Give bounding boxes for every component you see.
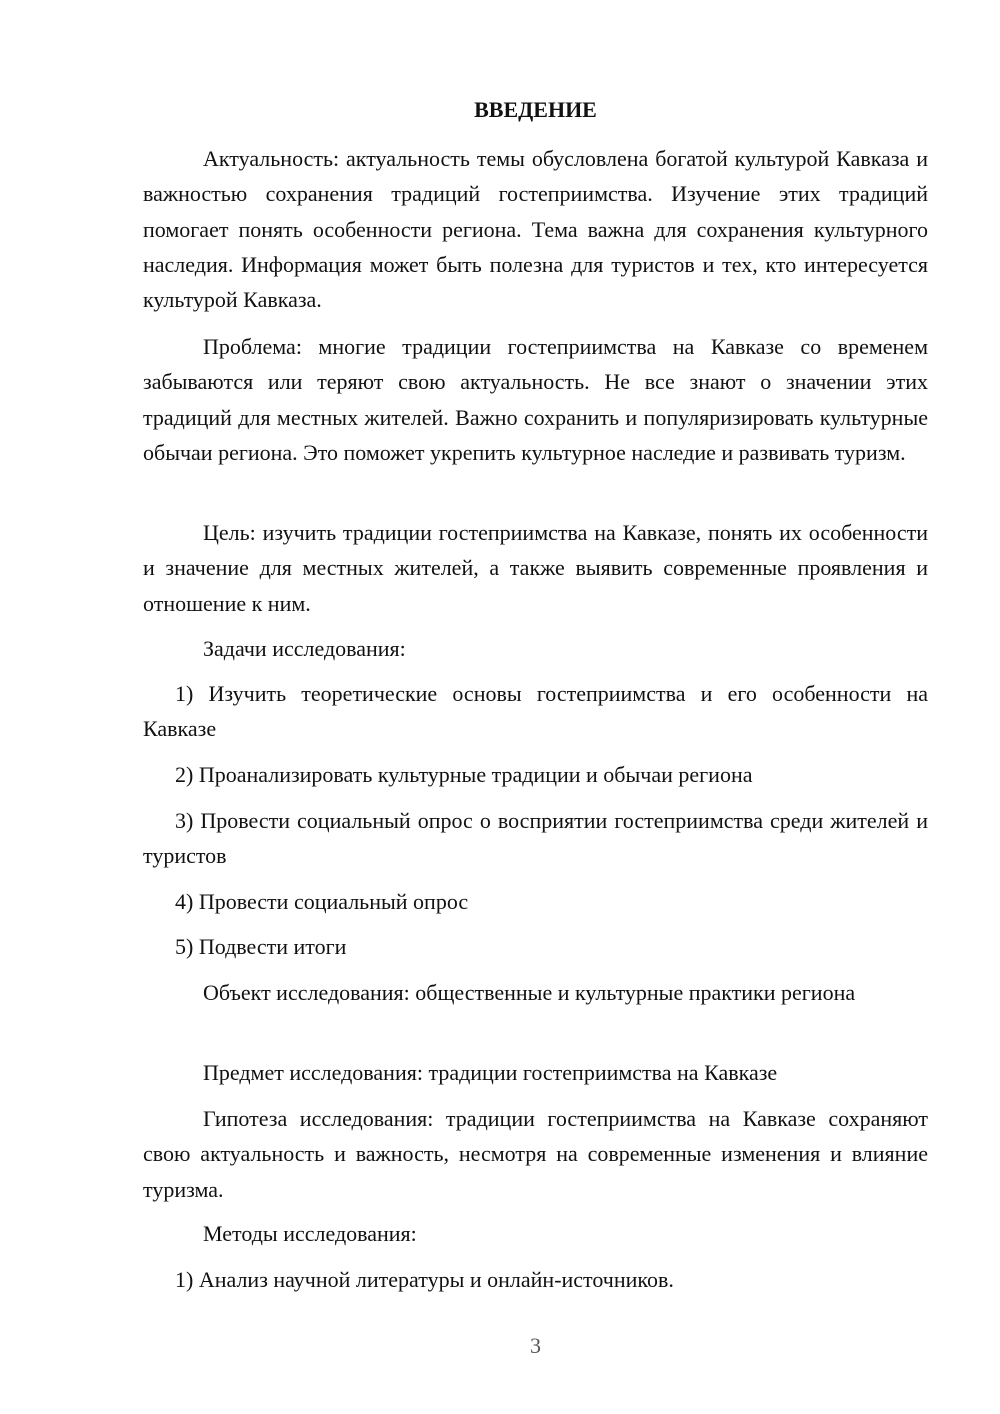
task-item-5: 5) Подвести итоги xyxy=(175,934,347,959)
page-title: ВВЕДЕНИЕ xyxy=(474,97,597,122)
page-number: 3 xyxy=(530,1333,541,1358)
paragraph-subject: Предмет исследования: традиции гостеприимства на Кавказе xyxy=(203,1060,778,1085)
task-item-2: 2) Проанализировать культурные традиции и обычаи региона xyxy=(175,762,753,787)
paragraph-goal: Цель: изучить традиции гостеприимства на Кавказе, понять их особенности и значение для местных жителей, а также выявить современные проявления и отношение к ним. xyxy=(143,520,928,616)
task-item-1: 1) Изучить теоретические основы гостеприимства и его особенности на Кавказе xyxy=(143,681,928,742)
paragraph-problem: Проблема: многие традиции гостеприимства на Кавказе со временем забываются или теряют свою актуальность. Не все знают о значении этих традиций для местных жителей. Важно сохранить и популяризировать культурные обычаи региона. Это поможет укрепить культурное наследие и развивать туризм. xyxy=(143,334,928,465)
paragraph-hypothesis: Гипотеза исследования: традиции гостеприимства на Кавказе сохраняют свою актуальность и важность, несмотря на современные изменения и влияние туризма. xyxy=(143,1106,928,1202)
method-item-1: 1) Анализ научной литературы и онлайн-источников. xyxy=(175,1267,674,1292)
task-item-4: 4) Провести социальный опрос xyxy=(175,889,469,914)
paragraph-relevance: Актуальность: актуальность темы обусловлена богатой культурой Кавказа и важностью сохранения традиций гостеприимства. Изучение этих традиций помогает понять особенности региона. Тема важна для сохранения культурного наследия. Информация может быть полезна для туристов и тех, кто интересуется культурой Кавказа. xyxy=(143,146,928,313)
task-item-3: 3) Провести социальный опрос о восприятии гостеприимства среди жителей и туристов xyxy=(143,808,928,869)
tasks-heading: Задачи исследования: xyxy=(203,636,406,661)
methods-heading: Методы исследования: xyxy=(203,1221,417,1246)
paragraph-object: Объект исследования: общественные и культурные практики региона xyxy=(203,980,856,1005)
